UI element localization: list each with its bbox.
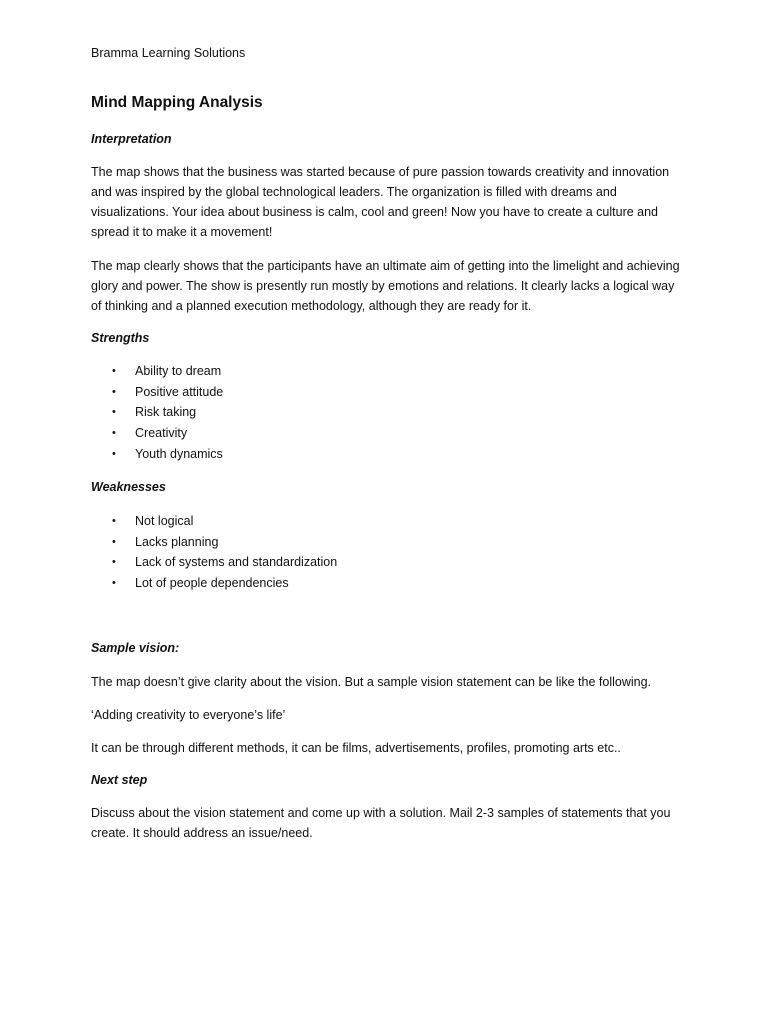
sample-vision-intro: The map doesn’t give clarity about the vision. But a sample vision statement can be like the following.	[91, 675, 652, 689]
bullet-icon: •	[112, 385, 116, 398]
weaknesses-heading: Weaknesses	[91, 480, 166, 494]
bullet-icon: •	[112, 535, 116, 548]
weakness-item: • Not logical	[91, 511, 337, 532]
strength-item: • Risk taking	[91, 402, 223, 423]
bullet-icon: •	[112, 427, 116, 440]
interpretation-paragraph-1: The map shows that the business was started because of pure passion towards creativity and innovation and was inspired by the global technological leaders. The organization is filled with dreams and visualizations. Your idea about business is calm, cool and green! Now you have to create a culture and spread it to make it a movement!	[91, 165, 670, 239]
strength-item: • Positive attitude	[91, 382, 223, 403]
bullet-icon: •	[112, 515, 116, 527]
sample-vision-heading: Sample vision:	[91, 641, 180, 655]
bullet-icon: •	[112, 365, 116, 377]
bullet-icon: •	[112, 577, 116, 590]
next-step-heading: Next step	[91, 773, 148, 787]
bullet-icon: •	[112, 447, 116, 460]
weakness-item: • Lot of people dependencies	[91, 573, 337, 594]
weakness-item: • Lacks planning	[91, 532, 337, 553]
bullet-icon: •	[112, 406, 116, 419]
strength-item: • Youth dynamics	[91, 444, 223, 465]
sample-vision-methods: It can be through different methods, it can be films, advertisements, profiles, promoting arts etc..	[91, 741, 621, 755]
strengths-heading: Strengths	[91, 331, 150, 345]
strength-item: • Ability to dream	[91, 361, 223, 382]
bullet-icon: •	[112, 556, 116, 569]
next-step-text: Discuss about the vision statement and come up with a solution. Mail 2-3 samples of statements that you create. It should address an issue/need.	[91, 806, 671, 840]
sample-vision-quote: ‘Adding creativity to everyone’s life’	[91, 708, 286, 722]
interpretation-paragraph-2: The map clearly shows that the participants have an ultimate aim of getting into the limelight and achieving glory and power. The show is presently run mostly by emotions and relations. It clearly lacks a logical way of thinking and a planned execution methodology, although they are ready for it.	[91, 259, 680, 313]
page-title: Mind Mapping Analysis	[91, 94, 263, 111]
document-header: Bramma Learning Solutions	[91, 46, 246, 60]
interpretation-heading: Interpretation	[91, 132, 172, 146]
strength-item: • Creativity	[91, 423, 223, 444]
weaknesses-list	[91, 511, 337, 594]
weakness-item: • Lack of systems and standardization	[91, 552, 337, 573]
strengths-list	[91, 361, 223, 464]
